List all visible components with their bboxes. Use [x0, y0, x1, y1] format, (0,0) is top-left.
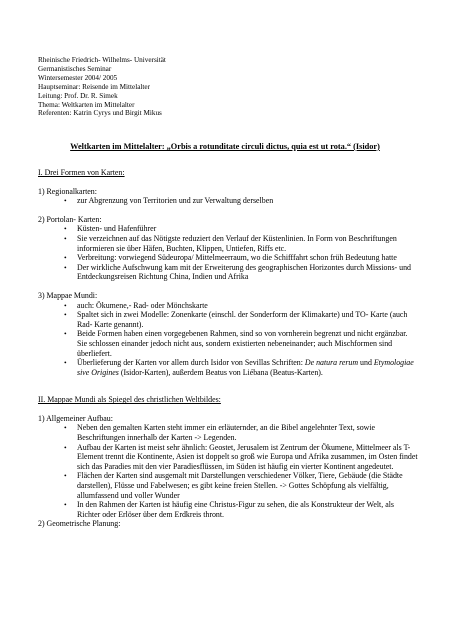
isidor-text-pre: Überlieferung der Karten vor allem durch Isidor von Sevillas Schriften:: [77, 358, 305, 368]
list-item: • Spaltet sich in zwei Modelle: Zonenkarte (einschl. der Sonderform der Klimakarte) und TO- Karte (auch Rad- Karte genannt).: [38, 310, 418, 329]
item-label-portolan: 2) Portolan- Karten:: [38, 214, 102, 224]
document-body: [38, 168, 418, 529]
item-label-aufbau: 1) Allgemeiner Aufbau:: [38, 413, 113, 423]
bullet-list-mappae-mundi: [38, 301, 418, 378]
isidor-text-post: (Isidor-Karten), außerdem Beatus von Liébana (Beatus-Karten).: [118, 367, 323, 377]
list-item: • Neben den gemalten Karten steht immer ein erläuternder, an die Bibel angelehnter Text, sowie Beschriftungen innerhalb der Karten -> Legenden.: [38, 423, 418, 442]
header-university: Rheinische Friedrich- Wilhelms- Universität: [38, 56, 166, 64]
list-item: • auch: Ökumene,- Rad- oder Mönchskarte: [38, 301, 418, 311]
item-label-geometrische-planung: 2) Geometrische Planung:: [38, 519, 121, 529]
document-title: Weltkarten im Mittelalter: „Orbis a rotunditate circuli dictus, quia est ut rota.“ (Isidor): [70, 142, 380, 151]
list-item: • Verbreitung: vorwiegend Südeuropa/ Mittelmeerraum, wo die Schifffahrt schon früh Bedeutung hatte: [38, 253, 418, 263]
list-item-isidor: [38, 358, 418, 377]
header-presenters: Referenten: Katrin Cyrys und Birgit Mikus: [38, 109, 162, 118]
list-item: • Küsten- und Hafenführer: [38, 224, 418, 234]
list-item: • Sie verzeichnen auf das Nötigste reduziert den Verlauf der Küstenlinien. In Form von Beschriftungen informieren sie über Häfen, Buchten, Klippen, Untiefen, Riffs etc.: [38, 234, 418, 253]
list-item: • Beide Formen haben einen vorgegebenen Rahmen, sind so von vornherein begrenzt und nicht ergänzbar. Sie schlossen einander jedoch nicht aus, sondern existierten nebeneinander; auch Mischformen sind überliefert.: [38, 329, 418, 358]
header-topic: Thema: Weltkarten im Mittelalter: [38, 100, 135, 109]
isidor-text-mid: und: [358, 358, 374, 368]
section-heading-1: I. Drei Formen von Karten:: [38, 168, 125, 177]
isidor-book-title-2: Etymologiae sive Origines: [77, 358, 414, 377]
header-course: Hauptseminar: Reisende im Mittelalter: [38, 82, 150, 91]
list-item: • Aufbau der Karten ist meist sehr ähnlich: Geostet, Jerusalem ist Zentrum der Ökumene, Mittelmeer als T-Element trennt die Kontinente, Asien ist doppelt so groß wie Europa und Afrika zusammen, im Osten findet sich das Paradies mit den vier Paradiesflüssen, im Süden ist häufig ein vierter Kontinent angedeutet.: [38, 443, 418, 472]
bullet-list-portolan: [38, 224, 418, 282]
list-item: • In den Rahmen der Karten ist häufig eine Christus-Figur zu sehen, die als Konstrukteur der Welt, als Richter oder Erlöser über dem Erdkreis thront.: [38, 500, 418, 519]
bullet-list-aufbau: [38, 423, 418, 519]
list-item: • zur Abgrenzung von Territorien und zur Verwaltung derselben: [38, 196, 418, 206]
isidor-book-title-1: De natura rerum: [304, 358, 359, 368]
item-label-regionalkarten: 1) Regionalkarten:: [38, 186, 97, 196]
section-heading-2: II. Mappae Mundi als Spiegel des christlichen Weltbildes:: [38, 395, 221, 405]
bullet-list-regionalkarten: [38, 196, 418, 206]
header-instructor: Leitung: Prof. Dr. R. Simek: [38, 91, 118, 100]
document-header: [38, 56, 166, 118]
header-seminar: Germanistisches Seminar: [38, 64, 112, 73]
header-semester: Wintersemester 2004/ 2005: [38, 73, 118, 82]
list-item: • Der wirkliche Aufschwung kam mit der Erweiterung des geographischen Horizontes durch Missions- und Entdeckungsreisen Richtung China, Indien und Afrika: [38, 263, 418, 282]
item-label-mappae-mundi: 3) Mappae Mundi:: [38, 290, 98, 300]
list-item: • Flächen der Karten sind ausgemalt mit Darstellungen verschiedener Völker, Tiere, Gebäude (die Städte darstellen), Flüsse und Fabelwesen; es gibt keine freien Stellen. -> Gottes Schöpfung als vielfältig, allumfassend und voller Wunder: [38, 471, 418, 500]
